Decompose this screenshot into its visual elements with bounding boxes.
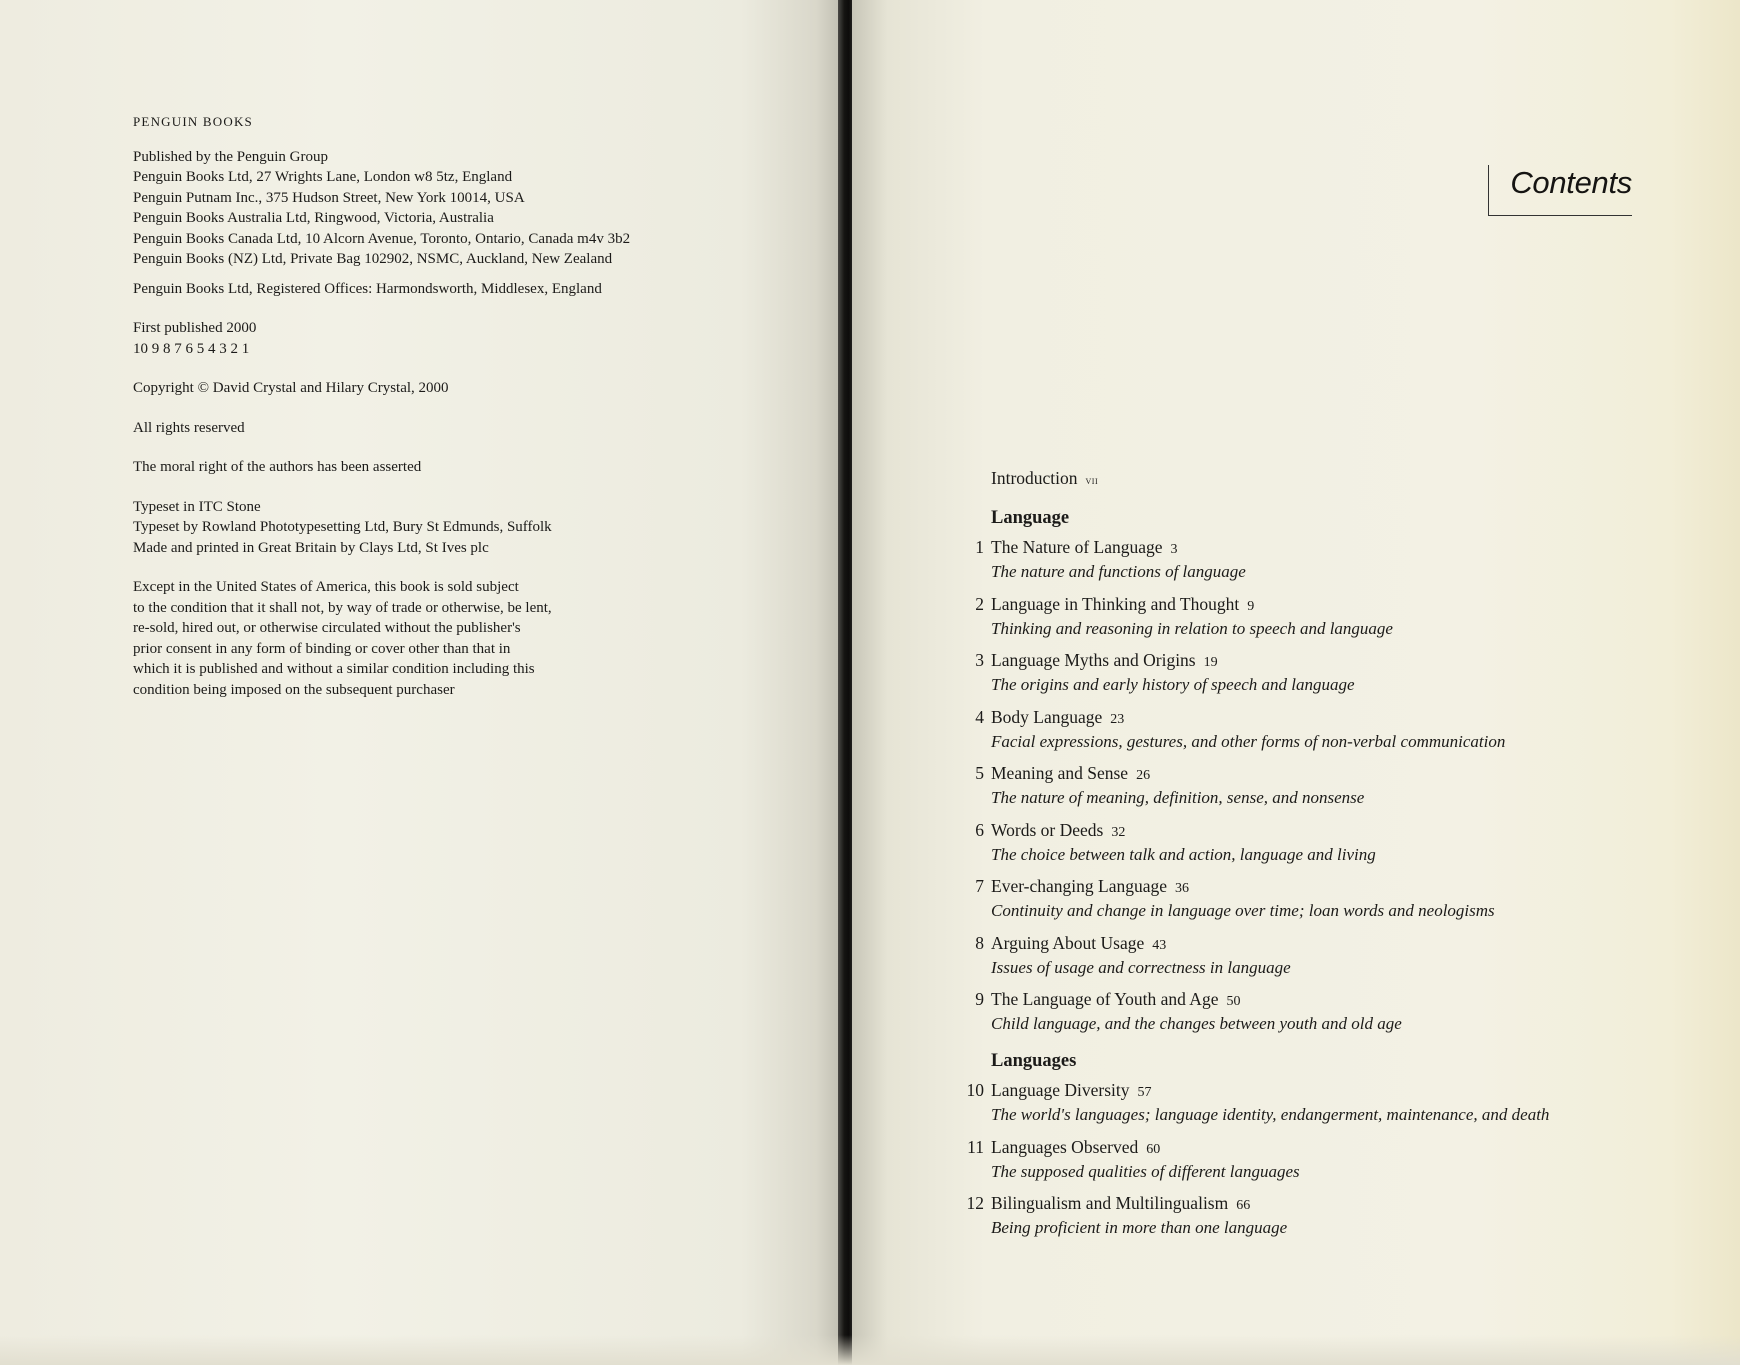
- toc-entry-title: Meaning and Sense: [991, 763, 1129, 783]
- toc-entry-description: The origins and early history of speech and language: [991, 675, 1355, 694]
- conditions-line: which it is published and without a similar condition including this: [133, 661, 535, 677]
- toc-entry: [962, 1136, 1722, 1183]
- table-of-contents: [962, 466, 1722, 1249]
- contents-heading-frame: [1488, 165, 1632, 216]
- toc-entry-title: Language Myths and Origins: [991, 650, 1196, 670]
- toc-entry: [962, 1079, 1722, 1126]
- toc-entry-description: Continuity and change in language over time; loan words and neologisms: [991, 901, 1495, 920]
- toc-page-number: 3: [1170, 542, 1178, 557]
- section-heading: Languages: [991, 1051, 1077, 1071]
- toc-entry: [962, 875, 1722, 922]
- address-line: Penguin Books Canada Ltd, 10 Alcorn Avenue, Toronto, Ontario, Canada m4v 3b2: [133, 230, 631, 247]
- toc-page-number: 66: [1236, 1198, 1251, 1213]
- toc-page-number: 60: [1146, 1141, 1161, 1157]
- toc-entry-number: 7: [975, 876, 984, 896]
- toc-page-number: 32: [1111, 824, 1126, 840]
- toc-entry-description: Thinking and reasoning in relation to speech and language: [991, 618, 1393, 638]
- toc-page-number: 57: [1137, 1085, 1152, 1100]
- toc-entry-title: Languages Observed: [991, 1136, 1139, 1157]
- toc-introduction: [991, 466, 1722, 492]
- toc-entry: [962, 706, 1722, 753]
- toc-entry: [962, 649, 1722, 696]
- toc-entry-title: Language in Thinking and Thought: [991, 593, 1240, 614]
- conditions-line: condition being imposed on the subsequent purchaser: [133, 681, 455, 698]
- contents-title: Contents: [1510, 165, 1632, 200]
- copyright-notice: Copyright © David Crystal and Hilary Crystal, 2000: [133, 380, 449, 396]
- toc-page-number: 26: [1136, 768, 1151, 783]
- section-heading: Language: [991, 508, 1070, 528]
- first-published: First published 2000: [133, 320, 257, 336]
- toc-page-number: 9: [1247, 598, 1255, 614]
- toc-entry-description: The supposed qualities of different languages: [991, 1161, 1300, 1181]
- toc-entry-title: Ever-changing Language: [991, 876, 1168, 896]
- toc-entry-title: Language Diversity: [991, 1080, 1130, 1100]
- conditions-line: Except in the United States of America, this book is sold subject: [133, 579, 519, 595]
- address-line: Penguin Books (NZ) Ltd, Private Bag 102902, NSMC, Auckland, New Zealand: [133, 251, 613, 267]
- toc-entry-title: Body Language: [991, 706, 1103, 727]
- toc-entry: [962, 1192, 1722, 1239]
- conditions-line: prior consent in any form of binding or cover other than that in: [133, 640, 511, 657]
- toc-entry: [962, 593, 1722, 640]
- toc-entry-number: 3: [975, 650, 984, 670]
- toc-entry-description: Being proficient in more than one language: [991, 1218, 1288, 1237]
- toc-entry-number: 4: [975, 706, 984, 727]
- publisher-name: PENGUIN BOOKS: [133, 114, 253, 129]
- toc-entry: [962, 819, 1722, 866]
- address-line: Penguin Books Ltd, 27 Wrights Lane, London w8 5tz, England: [133, 169, 513, 185]
- toc-entry-description: Issues of usage and correctness in language: [991, 957, 1291, 977]
- toc-page-number: 19: [1203, 655, 1218, 670]
- toc-page-number: vii: [1085, 473, 1099, 487]
- toc-entry-number: 2: [975, 593, 984, 614]
- toc-page-number: 23: [1110, 711, 1125, 727]
- toc-entry-title: The Nature of Language: [991, 537, 1163, 557]
- toc-page-number: 43: [1152, 937, 1167, 953]
- toc-entry-number: 11: [967, 1136, 984, 1157]
- toc-page-number: 50: [1226, 994, 1241, 1009]
- toc-entry-title: The Language of Youth and Age: [991, 989, 1219, 1009]
- toc-entry: [962, 536, 1722, 583]
- address-line: Penguin Books Australia Ltd, Ringwood, Victoria, Australia: [133, 210, 494, 226]
- toc-entry: [962, 988, 1722, 1035]
- copyright-page: [0, 0, 842, 1365]
- toc-entry: [962, 762, 1722, 809]
- toc-entry: [962, 932, 1722, 979]
- toc-entry-description: The world's languages; language identity, endangerment, maintenance, and death: [991, 1105, 1550, 1124]
- toc-entry-description: The choice between talk and action, language and living: [991, 844, 1376, 864]
- typeset-in: Typeset in ITC Stone: [133, 498, 261, 515]
- address-line: Penguin Putnam Inc., 375 Hudson Street, New York 10014, USA: [133, 189, 525, 206]
- toc-entry-number: 9: [975, 989, 984, 1009]
- toc-entry-description: The nature of meaning, definition, sense, and nonsense: [991, 788, 1365, 807]
- toc-entry-number: 12: [966, 1193, 984, 1213]
- typeset-by: Typeset by Rowland Phototypesetting Ltd, Bury St Edmunds, Suffolk: [133, 519, 552, 535]
- toc-entry-title: Bilingualism and Multilingualism: [991, 1193, 1229, 1213]
- toc-entry-number: 1: [975, 537, 984, 557]
- copyright-block: [133, 112, 773, 700]
- toc-entry-title: Words or Deeds: [991, 819, 1104, 840]
- toc-entry-description: Child language, and the changes between youth and old age: [991, 1014, 1402, 1033]
- page-bottom-edge: [0, 1335, 1740, 1365]
- toc-entry-description: Facial expressions, gestures, and other forms of non-verbal communication: [991, 731, 1506, 751]
- toc-entry-description: The nature and functions of language: [991, 562, 1246, 581]
- printing-line: 10 9 8 7 6 5 4 3 2 1: [133, 340, 250, 357]
- conditions-line: re-sold, hired out, or otherwise circulated without the publisher's: [133, 620, 521, 636]
- registered-offices: Penguin Books Ltd, Registered Offices: Harmondsworth, Middlesex, England: [133, 280, 602, 297]
- toc-entry-number: 6: [975, 819, 984, 840]
- printer: Made and printed in Great Britain by Clays Ltd, St Ives plc: [133, 539, 489, 556]
- toc-entry-number: 8: [975, 932, 984, 953]
- toc-page-number: 36: [1175, 881, 1190, 896]
- rights-reserved: All rights reserved: [133, 419, 245, 436]
- published-by: Published by the Penguin Group: [133, 148, 328, 165]
- toc-entry-number: 10: [966, 1080, 984, 1100]
- moral-right: The moral right of the authors has been asserted: [133, 459, 422, 475]
- toc-entry-title: Arguing About Usage: [991, 932, 1145, 953]
- toc-entry-title: Introduction: [991, 468, 1078, 488]
- toc-entry-number: 5: [975, 763, 984, 783]
- conditions-line: to the condition that it shall not, by way of trade or otherwise, be lent,: [133, 599, 552, 616]
